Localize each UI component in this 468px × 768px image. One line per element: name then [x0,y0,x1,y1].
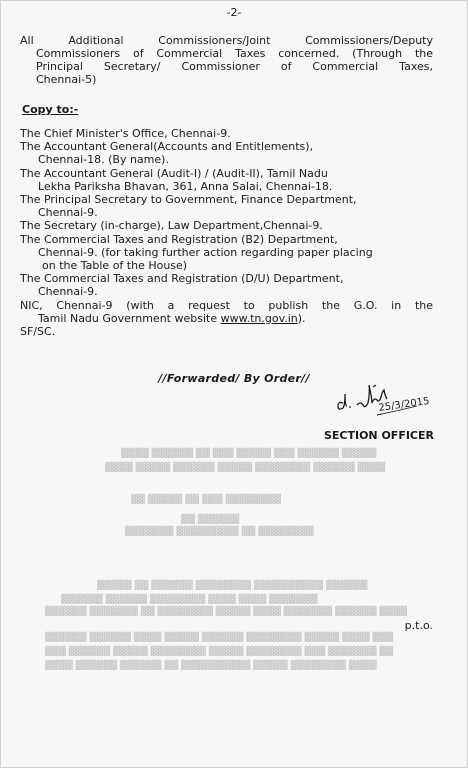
copy-entry-line: The Accountant General(Accounts and Entitlements), [20,140,314,154]
copy-to-list [20,127,433,338]
addressee-line: Commissioners of Commercial Taxes concerned. (Through the [36,47,433,60]
copy-entry [20,272,433,298]
copy-entry-line: NIC, Chennai-9 (with a request to publish the G.O. in the [20,298,433,312]
copy-to-heading: Copy to:- [22,103,79,116]
copy-entry-line: The Chief Minister's Office, Chennai-9. [20,127,231,140]
addressee-paragraph [20,34,433,86]
bleed-through-text: ▓▓▓▓▓▓ ▓▓▓▓▓▓ ▓▓▓▓▓▓▓▓ ▓▓▓▓ ▓▓▓▓ ▓▓▓▓▓▓▓ [61,595,318,605]
copy-entry-line: on the Table of the House) [42,259,188,273]
copy-entry-line: The Secretary (in-charge), Law Department,Chennai-9. [20,219,323,233]
bleed-through-text: ▓▓▓▓▓▓ ▓▓▓▓▓▓ ▓▓▓▓ ▓▓▓▓▓ ▓▓▓▓▓▓ ▓▓▓▓▓▓▓▓ ▓▓▓▓▓ ▓▓▓▓ ▓▓▓ [45,633,394,643]
copy-entry [20,219,433,232]
copy-entry [20,233,433,273]
addressee-line: All Additional Commissioners/Joint Commissioners/Deputy [20,34,433,47]
bleed-through-text: ▓▓ ▓▓▓▓▓ ▓▓ ▓▓▓ ▓▓▓▓▓▓▓▓ [131,495,281,505]
copy-entry-line [20,312,433,325]
copy-entry-line: Chennai-9. [38,285,98,299]
copy-entry [20,299,433,325]
bleed-through-text: ▓▓ ▓▓▓▓▓▓ [181,515,240,525]
bleed-through-text: ▓▓▓▓▓▓ ▓▓▓▓▓▓▓ ▓▓ ▓▓▓▓▓▓▓▓ ▓▓▓▓▓ ▓▓▓▓ ▓▓▓▓▓▓▓ ▓▓▓▓▓▓ ▓▓▓▓ [45,607,408,617]
website-link[interactable]: www.tn.gov.in [220,311,298,325]
section-officer-title: SECTION OFFICER [323,429,434,442]
please-turn-over: p.t.o. [404,619,433,632]
copy-entry-line: Chennai-9. (for taking further action regarding paper placing [38,245,373,259]
page-number: -2- [226,6,242,19]
addressee-line: Principal Secretary/ Commissioner of Commercial Taxes, [36,60,433,73]
signature-date: 25/3/2015 [377,395,431,414]
copy-entry [20,193,433,219]
bleed-through-text: ▓▓▓ ▓▓▓▓▓▓ ▓▓▓▓▓ ▓▓▓▓▓▓▓▓ ▓▓▓▓▓ ▓▓▓▓▓▓▓▓ ▓▓▓ ▓▓▓▓▓▓▓ ▓▓ [45,647,394,657]
bleed-through-text: ▓▓▓▓ ▓▓▓▓▓▓ ▓▓ ▓▓▓ ▓▓▓▓▓ ▓▓▓ ▓▓▓▓▓▓ ▓▓▓▓▓ [121,449,377,459]
copy-entry-line: The Principal Secretary to Government, Finance Department, [20,193,357,207]
bleed-through-text: ▓▓▓▓▓▓▓ ▓▓▓▓▓▓▓▓▓ ▓▓ ▓▓▓▓▓▓▓▓ [125,527,314,537]
copy-entry [20,140,433,166]
copy-entry [20,167,433,193]
signature [335,381,445,429]
bleed-through-text: ▓▓▓▓ ▓▓▓▓▓ ▓▓▓▓▓▓ ▓▓▓▓▓ ▓▓▓▓▓▓▓▓ ▓▓▓▓▓▓ ▓▓▓▓ [105,463,386,473]
copy-entry-line: The Accountant General (Audit-I) / (Audit-II), Tamil Nadu [20,166,328,180]
copy-entry [20,325,433,338]
copy-entry-line: The Commercial Taxes and Registration (D/U) Department, [20,272,344,286]
copy-entry-text: Tamil Nadu Government website [38,311,221,325]
addressee-line: Chennai-5) [36,73,97,86]
copy-entry [20,127,433,140]
copy-entry-line: SF/SC. [20,325,56,339]
handwritten-signature [335,381,445,429]
forwarded-by-order: //Forwarded/ By Order// [158,372,310,385]
bleed-through-text: ▓▓▓▓▓ ▓▓ ▓▓▓▓▓▓ ▓▓▓▓▓▓▓▓ ▓▓▓▓▓▓▓▓▓▓ ▓▓▓▓▓▓ [97,581,368,591]
copy-entry-text: ). [297,311,306,325]
copy-entry-line: Chennai-18. (By name). [38,153,169,167]
copy-entry-line: Chennai-9. [38,206,98,220]
copy-entry-line: The Commercial Taxes and Registration (B2) Department, [20,232,338,246]
bleed-through-text: ▓▓▓▓ ▓▓▓▓▓▓ ▓▓▓▓▓▓ ▓▓ ▓▓▓▓▓▓▓▓▓▓ ▓▓▓▓▓ ▓▓▓▓▓▓▓▓ ▓▓▓▓ [45,661,377,671]
copy-entry-line: Lekha Pariksha Bhavan, 361, Anna Salai, Chennai-18. [38,179,333,193]
